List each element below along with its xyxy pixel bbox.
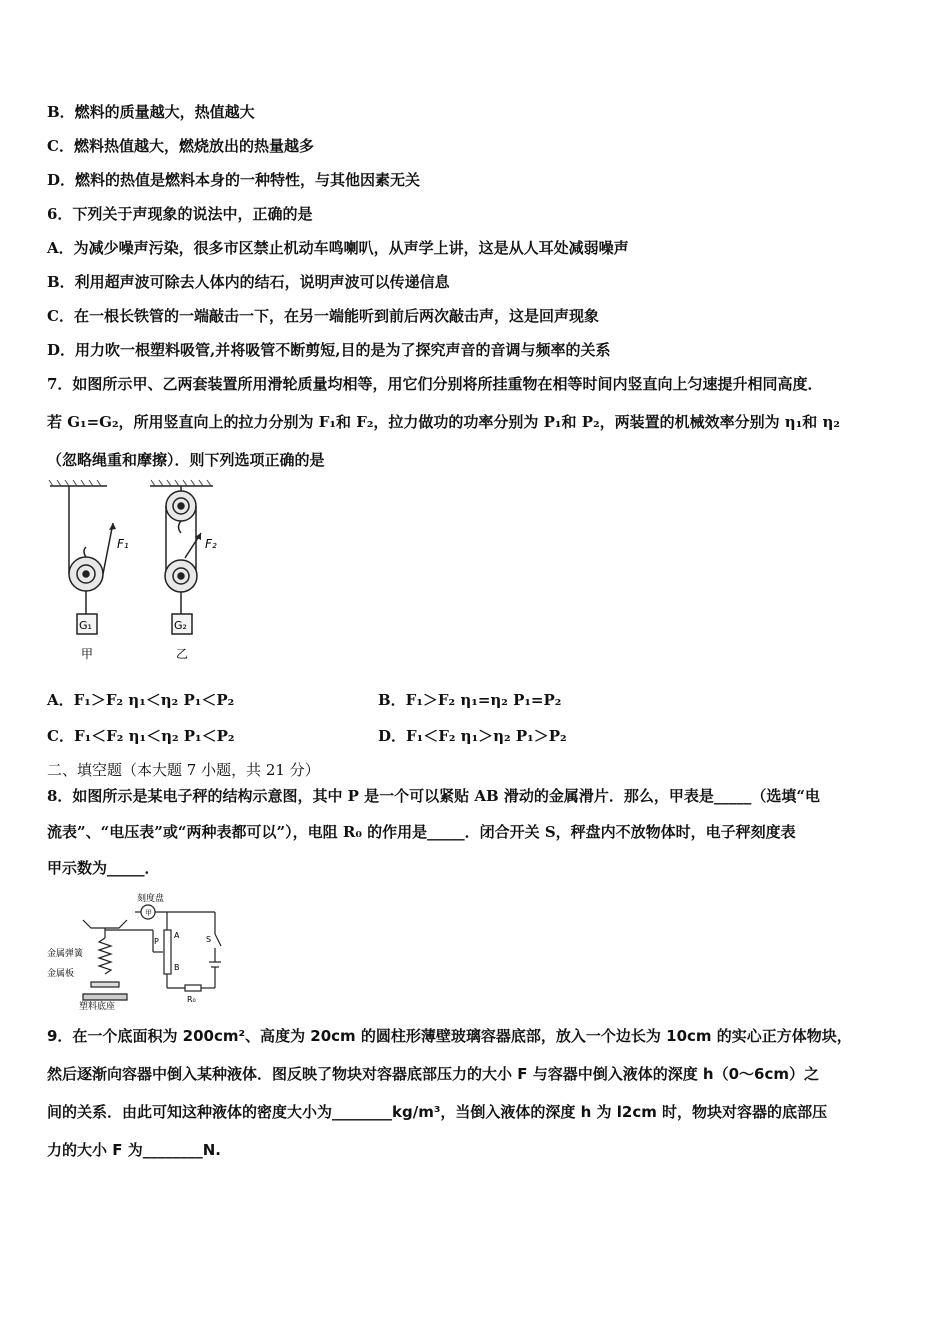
q7-option-b: B．F₁＞F₂ η₁=η₂ P₁=P₂ [378, 691, 562, 709]
label-jia: 甲 [81, 647, 94, 661]
q8-stem-line2: 流表”、“电压表”或“两种表都可以”），电阻 R₀ 的作用是_____．闭合开关 S，秤盘内不放物体时，电子秤刻度表 [47, 823, 796, 841]
label-g2: G₂ [174, 619, 187, 632]
q7-option-c: C．F₁＜F₂ η₁＜η₂ P₁＜P₂ [47, 727, 235, 745]
label-f1: F₁ [117, 537, 129, 551]
q7-option-d: D．F₁＜F₂ η₁＞η₂ P₁＞P₂ [378, 727, 567, 745]
q6-option-b: B．利用超声波可除去人体内的结石，说明声波可以传递信息 [47, 273, 450, 291]
q9-stem-line3: 间的关系．由此可知这种液体的密度大小为________kg/m³，当倒入液体的深度 h 为 l2cm 时，物块对容器的底部压 [47, 1103, 828, 1121]
q8-scale-figure [45, 890, 235, 1010]
label-r0: R₀ [187, 995, 196, 1004]
label-yi: 乙 [176, 647, 189, 661]
label-spring: 金属弹簧 [47, 949, 84, 959]
q8-stem-line1: 8．如图所示是某电子秤的结构示意图，其中 P 是一个可以紧贴 AB 滑动的金属滑片．那么，甲表是_____（选填“电 [47, 787, 821, 805]
label-g1: G₁ [79, 619, 92, 632]
q9-stem-line4: 力的大小 F 为________N. [47, 1141, 221, 1159]
q7-option-a: A．F₁＞F₂ η₁＜η₂ P₁＜P₂ [47, 691, 235, 709]
q5-option-b: B．燃料的质量越大，热值越大 [47, 103, 255, 121]
q5-option-d: D．燃料的热值是燃料本身的一种特性，与其他因素无关 [47, 171, 421, 189]
q7-stem-line2: 若 G₁=G₂，所用竖直向上的拉力分别为 F₁和 F₂，拉力做功的功率分别为 P₁和 P₂，两装置的机械效率分别为 η₁和 η₂ [47, 413, 840, 431]
section-2-heading: 二、填空题（本大题 7 小题，共 21 分） [47, 761, 320, 779]
q8-stem-line3: 甲示数为_____． [47, 859, 160, 877]
label-s: S [206, 935, 212, 944]
label-a: A [174, 931, 180, 940]
label-dial: 刻度盘 [137, 894, 165, 904]
q9-stem-line2: 然后逐渐向容器中倒入某种液体．图反映了物块对容器底部压力的大小 F 与容器中倒入液体的深度 h（0～6cm）之 [47, 1065, 819, 1083]
q5-option-c: C．燃料热值越大，燃烧放出的热量越多 [47, 137, 314, 155]
q6-option-c: C．在一根长铁管的一端敲击一下，在另一端能听到前后两次敲击声，这是回声现象 [47, 307, 599, 325]
meter-label: 甲 [145, 909, 152, 917]
q6-option-d: D．用力吹一根塑料吸管,并将吸管不断剪短,目的是为了探究声音的音调与频率的关系 [47, 341, 611, 359]
q9-stem-line1: 9．在一个底面积为 200cm²、高度为 20cm 的圆柱形薄壁玻璃容器底部，放入一个边长为 10cm 的实心正方体物块， [47, 1027, 852, 1045]
q7-pulley-figure [45, 478, 245, 668]
q7-stem-line1: 7．如图所示甲、乙两套装置所用滑轮质量均相等，用它们分别将所挂重物在相等时间内竖直向上匀速提升相同高度． [47, 375, 823, 393]
q7-stem-line3: （忽略绳重和摩擦）．则下列选项正确的是 [47, 451, 325, 469]
q6-option-a: A．为减少噪声污染，很多市区禁止机动车鸣喇叭，从声学上讲，这是从人耳处减弱噪声 [47, 239, 629, 257]
arrow-f1-icon [109, 523, 116, 530]
label-p: P [154, 937, 159, 946]
label-base: 塑料底座 [79, 1002, 116, 1010]
label-b: B [174, 963, 180, 972]
q6-stem: 6．下列关于声现象的说法中，正确的是 [47, 205, 313, 223]
label-plate: 金属板 [47, 969, 75, 979]
label-f2: F₂ [205, 537, 217, 551]
